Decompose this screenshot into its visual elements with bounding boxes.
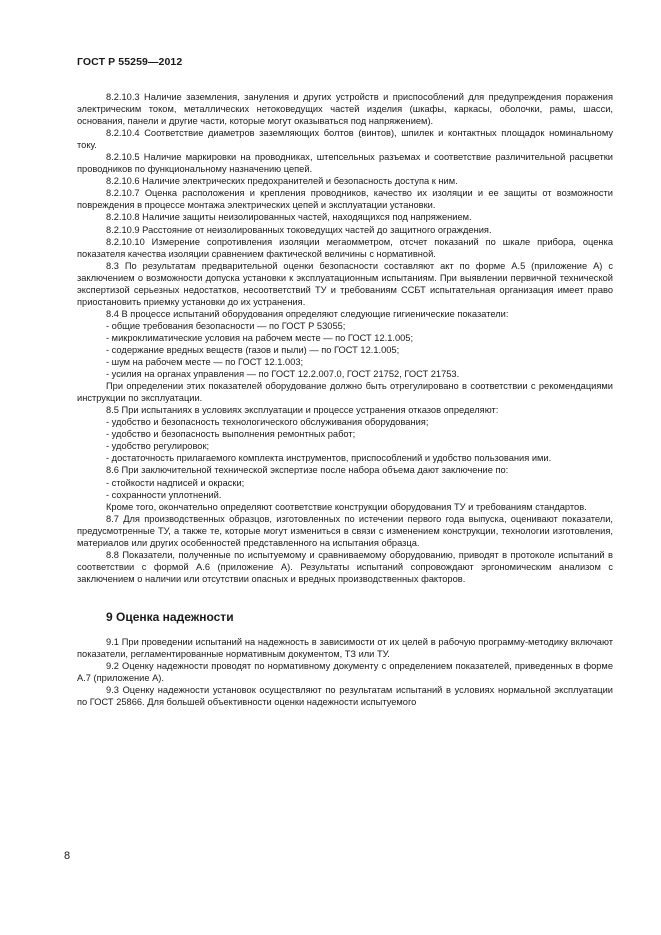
list-item: - усилия на органах управления — по ГОСТ 12.2.007.0, ГОСТ 21752, ГОСТ 21753. (106, 369, 460, 380)
paragraph: Кроме того, окончательно определяют соответствие конструкции оборудования ТУ и требованиям стандартов. (106, 501, 587, 512)
paragraph: 8.3 По результатам предварительной оценки безопасности составляют акт по форме А.5 (приложение А) с заключением о возможности допуска установки к эксплуатационным испытаниям. При выявлении первичной технической экспертизой серьезных недостатков, несоответствий ТУ и требованиям ССБТ испытательная организация имеет право приостановить приемку установки до их устранения. (77, 260, 613, 307)
paragraph: 8.2.10.7 Оценка расположения и крепления проводников, качество их изоляции и ее защиты от возможности повреждения в процессе монтажа электрических цепей и эксплуатации установки. (77, 188, 613, 211)
paragraph: 8.6 При заключительной технической экспертизе после набора объема дают заключение по: (106, 465, 509, 476)
list-item: - содержание вредных веществ (газов и пыли) — по ГОСТ 12.1.005; (106, 344, 400, 355)
paragraph: 9.3 Оценку надежности установок осуществляют по результатам испытаний в условиях нормальной эксплуатации по ГОСТ 25866. Для большей объективности оценки надежности испытуемого (77, 685, 613, 708)
list-item: - шум на рабочем месте — по ГОСТ 12.1.003; (106, 357, 304, 368)
paragraph: 8.8 Показатели, полученные по испытуемому и сравниваемому оборудованию, приводят в протоколе испытаний в соответствии с формой А.6 (приложение А). Результаты испытаний сопровождают эргономическим анализом с заключением о наличии или отсутствии опасных и вредных производственных факторов. (77, 549, 613, 584)
list-item: - сохранности уплотнений. (106, 489, 222, 500)
paragraph: 8.7 Для производственных образцов, изготовленных по истечении первого года выпуска, оценивают показатели, предусмотренные ТУ, а также те, которые могут измениться в связи с изменением конструкции, технологии изготовления, материалов или других особенностей представленного на испытания образца. (77, 513, 613, 548)
paragraph: 8.2.10.9 Расстояние от неизолированных токоведущих частей до защитного ограждения. (106, 224, 492, 235)
paragraph: 8.2.10.6 Наличие электрических предохранителей и безопасность доступа к ним. (106, 176, 458, 187)
paragraph: 8.2.10.8 Наличие защиты неизолированных частей, находящихся под напряжением. (106, 212, 472, 223)
paragraph: 8.2.10.5 Наличие маркировки на проводниках, штепсельных разъемах и соответствие различительной расцветки проводников по функциональному назначению цепей. (77, 152, 613, 175)
paragraph: 8.2.10.10 Измерение сопротивления изоляции мегаомметром, отсчет показаний по шкале прибора, оценка показателя качества изоляции сравнением фактической величины с нормативной. (77, 236, 613, 259)
list-item: - удобство и безопасность технологического обслуживания оборудования; (106, 417, 429, 428)
list-item: - достаточность прилагаемого комплекта инструментов, приспособлений и удобство пользования ими. (106, 453, 552, 464)
paragraph: 9.1 При проведении испытаний на надежность в зависимости от их целей в рабочую программу-методику включают показатели, регламентированные нормативным документом, ТЗ или ТУ. (77, 636, 613, 659)
paragraph: 8.4 В процессе испытаний оборудования определяют следующие гигиенические показатели: (106, 308, 509, 319)
paragraph: При определении этих показателей оборудование должно быть отрегулировано в соответствии с рекомендациями инструкции по эксплуатации. (77, 381, 613, 404)
document-header: ГОСТ Р 55259—2012 (77, 56, 183, 68)
list-item: - удобство и безопасность выполнения ремонтных работ; (106, 429, 356, 440)
paragraph: 8.5 При испытаниях в условиях эксплуатации и процессе устранения отказов определяют: (106, 405, 499, 416)
paragraph: 8.2.10.3 Наличие заземления, зануления и других устройств и приспособлений для предупреждения поражения электрическим током, металлических нетоковедущих частей изделия (шкафы, каркасы, оболочки, рамы, шасси, основания, панели и другие части, которые могут оказываться под напряжением). (77, 92, 613, 127)
paragraph: 9.2 Оценку надежности проводят по нормативному документу с определением показателей, приведенных в форме А.7 (приложение А). (77, 661, 613, 684)
list-item: - микроклиматические условия на рабочем месте — по ГОСТ 12.1.005; (106, 332, 414, 343)
list-item: - стойкости надписей и окраски; (106, 477, 245, 488)
page-content (77, 91, 613, 708)
list-item: - общие требования безопасности — по ГОСТ Р 53055; (106, 320, 346, 331)
section-heading: 9 Оценка надежности (106, 609, 234, 624)
list-item: - удобство регулировок; (106, 441, 210, 452)
page-number: 8 (64, 850, 71, 862)
paragraph: 8.2.10.4 Соответствие диаметров заземляющих болтов (винтов), шпилек и контактных площадок номинальному току. (77, 128, 613, 151)
